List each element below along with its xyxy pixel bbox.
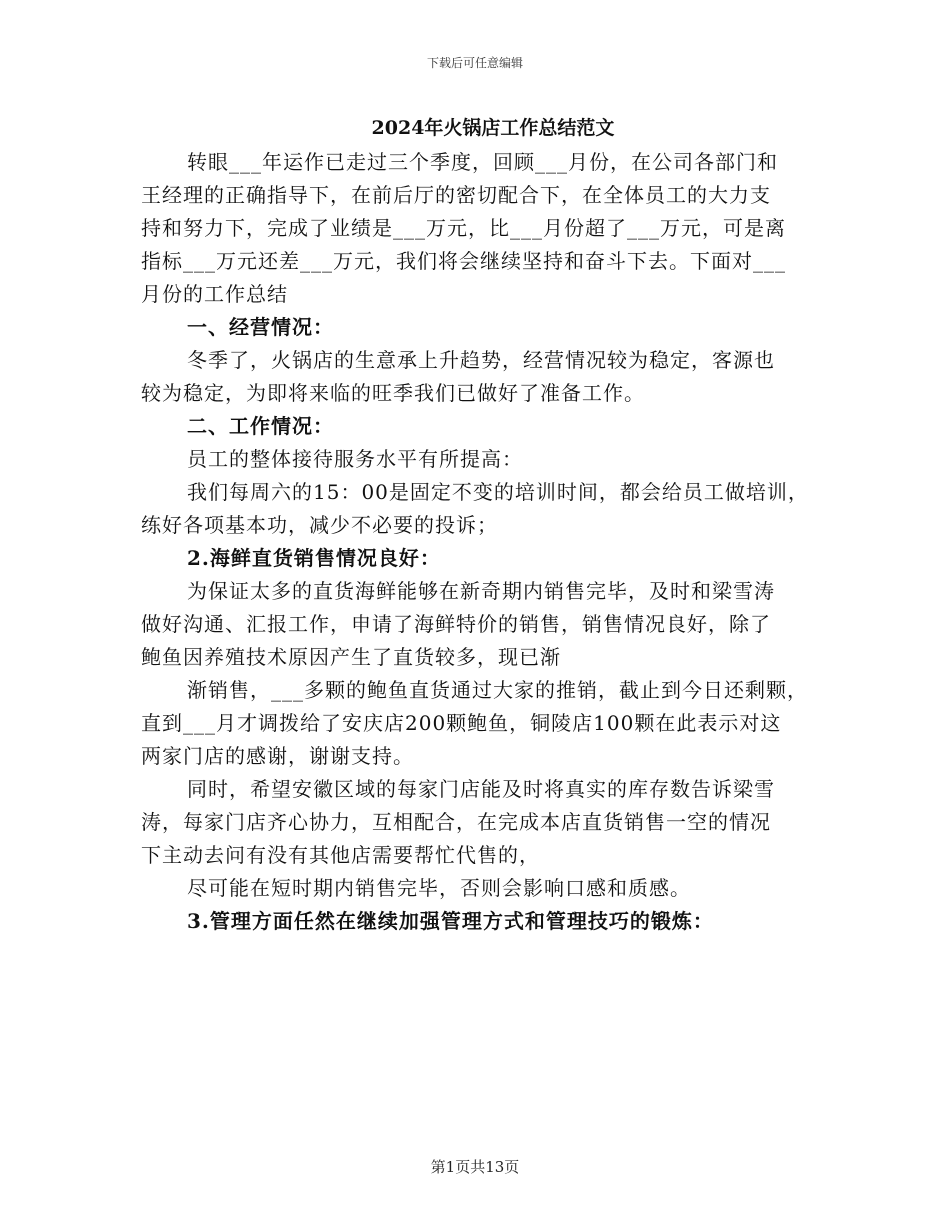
text-line: 练好各项基本功，减少不必要的投诉； (141, 513, 498, 537)
text-line: 员工的整体接待服务水平有所提高： (187, 447, 523, 471)
section-heading: 2.海鲜直货销售情况良好： (187, 546, 441, 570)
text-line: 尽可能在短时期内销售完毕，否则会影响口感和质感。 (187, 876, 691, 900)
text-line: 为保证太多的直货海鲜能够在新奇期内销售完毕，及时和梁雪涛 (187, 579, 775, 603)
text-line: 渐销售，___多颗的鲍鱼直货通过大家的推销，截止到今日还剩颗， (187, 678, 808, 702)
text-line: 指标___万元还差___万元，我们将会继续坚持和奋斗下去。下面对___ (141, 249, 786, 273)
text-line: 转眼___年运作已走过三个季度，回顾___月份，在公司各部门和 (187, 150, 778, 174)
page-footer: 第1页共13页 (430, 1158, 520, 1176)
text-line: 两家门店的感谢，谢谢支持。 (141, 744, 414, 768)
section-heading: 一、经营情况： (187, 315, 334, 339)
text-line: 涛，每家门店齐心协力，互相配合，在完成本店直货销售一空的情况 (141, 810, 771, 834)
text-line: 鲍鱼因养殖技术原因产生了直货较多，现已渐 (141, 645, 561, 669)
document-title: 2024年火锅店工作总结范文 (371, 117, 615, 139)
section-heading: 二、工作情况： (187, 414, 334, 438)
text-line: 我们每周六的15：00是固定不变的培训时间，都会给员工做培训， (187, 480, 809, 504)
text-line: 冬季了，火锅店的生意承上升趋势，经营情况较为稳定，客源也 (187, 348, 775, 372)
text-line: 王经理的正确指导下，在前后厅的密切配合下，在全体员工的大力支 (141, 183, 771, 207)
text-line: 持和努力下，完成了业绩是___万元，比___月份超了___万元，可是离 (141, 216, 786, 240)
paragraph-lines (141, 146, 821, 938)
text-line: 较为稳定，为即将来临的旺季我们已做好了准备工作。 (141, 381, 645, 405)
text-line: 月份的工作总结 (141, 282, 288, 306)
text-line: 同时，希望安徽区域的每家门店能及时将真实的库存数告诉梁雪 (187, 777, 775, 801)
text-line: 做好沟通、汇报工作，申请了海鲜特价的销售，销售情况良好，除了 (141, 612, 771, 636)
text-line: 下主动去问有没有其他店需要帮忙代售的， (141, 843, 540, 867)
document-body (141, 110, 821, 938)
text-line: 直到___月才调拨给了安庆店200颗鲍鱼，铜陵店100颗在此表示对这 (141, 711, 782, 735)
section-heading: 3.管理方面任然在继续加强管理方式和管理技巧的锻炼： (187, 909, 714, 933)
page-header: 下载后可任意编辑 (426, 56, 523, 70)
